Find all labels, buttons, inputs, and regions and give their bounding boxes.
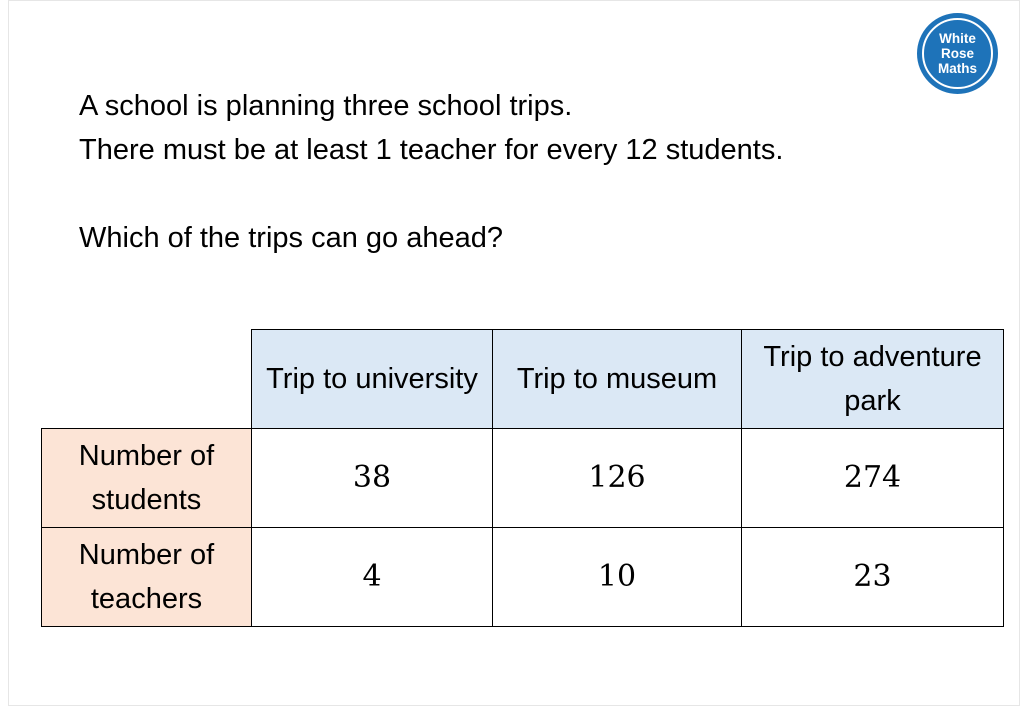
cell-teachers-museum: 10: [493, 528, 742, 627]
question-line-3: Which of the trips can go ahead?: [79, 222, 503, 254]
cell-students-university: 38: [252, 429, 493, 528]
question-spacer: [79, 172, 783, 216]
logo-text-line3: Maths: [937, 61, 977, 76]
row-header-teachers: Number of teachers: [42, 528, 252, 627]
cell-students-adventure-park: 274: [742, 429, 1004, 528]
question-line-1: A school is planning three school trips.: [79, 90, 573, 122]
logo-text-line2: Rose: [940, 46, 974, 61]
table-corner-cell: [42, 330, 252, 429]
cell-students-museum: 126: [493, 429, 742, 528]
row-header-students: Number of students: [42, 429, 252, 528]
logo-text-line1: White: [939, 31, 976, 46]
table-header-row: [42, 330, 1004, 429]
question-text: [79, 84, 783, 260]
column-header-university: Trip to university: [252, 330, 493, 429]
column-header-museum: Trip to museum: [493, 330, 742, 429]
cell-teachers-adventure-park: 23: [742, 528, 1004, 627]
white-rose-maths-logo: [917, 13, 998, 94]
table-row-teachers: [42, 528, 1004, 627]
table-row-students: [42, 429, 1004, 528]
column-header-adventure-park: Trip to adventure park: [742, 330, 1004, 429]
cell-teachers-university: 4: [252, 528, 493, 627]
trips-table: [41, 329, 1004, 627]
logo-badge: [922, 18, 993, 89]
question-line-2: There must be at least 1 teacher for every 12 students.: [79, 134, 784, 166]
